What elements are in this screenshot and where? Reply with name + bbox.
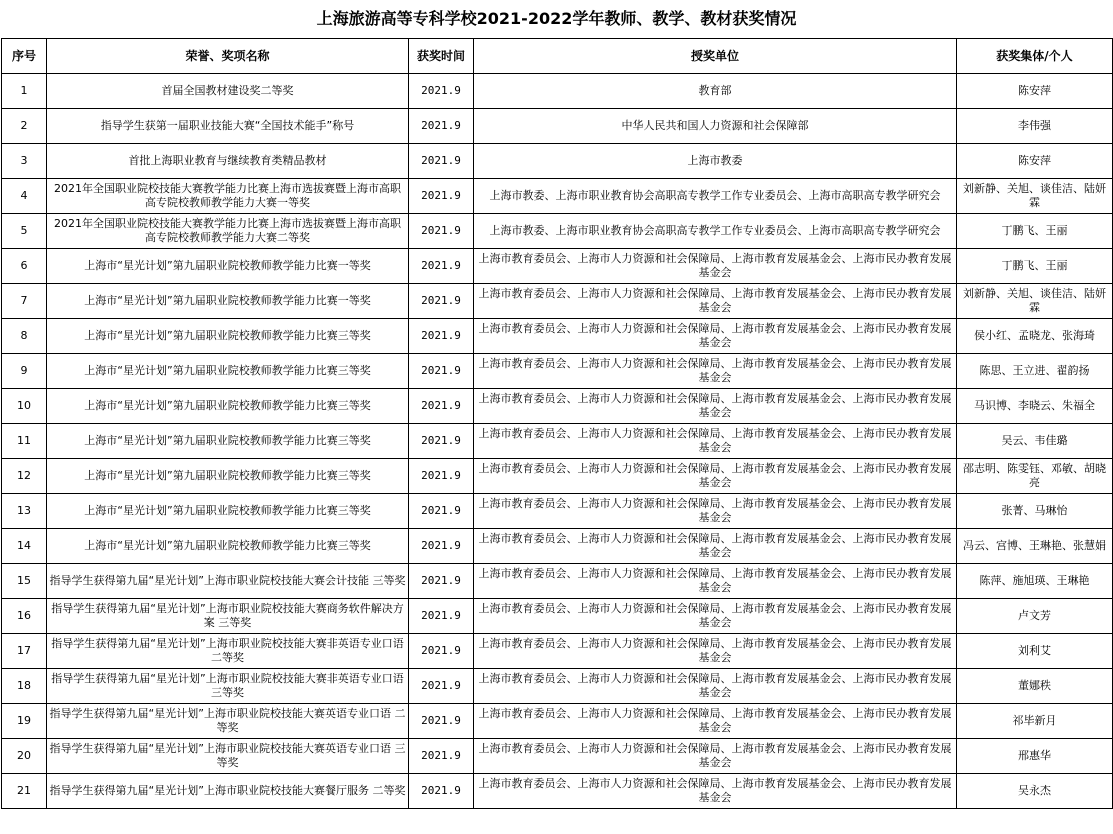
table-row — [2, 389, 1113, 424]
cell-no: 9 — [2, 354, 47, 389]
cell-no: 7 — [2, 284, 47, 319]
table-row — [2, 494, 1113, 529]
table-row — [2, 459, 1113, 494]
cell-award: 指导学生获得第九届“星光计划”上海市职业院校技能大赛餐厅服务 二等奖 — [47, 774, 409, 809]
table-row — [2, 319, 1113, 354]
table-row — [2, 214, 1113, 249]
table-row — [2, 634, 1113, 669]
cell-unit: 上海市教育委员会、上海市人力资源和社会保障局、上海市教育发展基金会、上海市民办教育发展基金会 — [474, 284, 957, 319]
cell-winner: 刘新静、关旭、谈佳洁、陆妍霖 — [957, 179, 1113, 214]
cell-award: 2021年全国职业院校技能大赛教学能力比赛上海市选拔赛暨上海市高职高专院校教师教学能力大赛一等奖 — [47, 179, 409, 214]
cell-award: 上海市“星光计划”第九届职业院校教师教学能力比赛三等奖 — [47, 494, 409, 529]
header-award: 荣誉、奖项名称 — [47, 39, 409, 74]
cell-award: 上海市“星光计划”第九届职业院校教师教学能力比赛一等奖 — [47, 249, 409, 284]
cell-unit: 中华人民共和国人力资源和社会保障部 — [474, 109, 957, 144]
cell-unit: 上海市教育委员会、上海市人力资源和社会保障局、上海市教育发展基金会、上海市民办教育发展基金会 — [474, 704, 957, 739]
cell-time: 2021.9 — [409, 494, 474, 529]
cell-winner: 陈安萍 — [957, 74, 1113, 109]
cell-winner: 刘新静、关旭、谈佳洁、陆妍霖 — [957, 284, 1113, 319]
cell-award: 指导学生获得第九届“星光计划”上海市职业院校技能大赛会计技能 三等奖 — [47, 564, 409, 599]
cell-unit: 上海市教育委员会、上海市人力资源和社会保障局、上海市教育发展基金会、上海市民办教育发展基金会 — [474, 494, 957, 529]
cell-no: 13 — [2, 494, 47, 529]
cell-time: 2021.9 — [409, 529, 474, 564]
cell-no: 18 — [2, 669, 47, 704]
table-row — [2, 284, 1113, 319]
cell-time: 2021.9 — [409, 704, 474, 739]
cell-winner: 丁鹏飞、王丽 — [957, 249, 1113, 284]
cell-time: 2021.9 — [409, 109, 474, 144]
cell-unit: 上海市教育委员会、上海市人力资源和社会保障局、上海市教育发展基金会、上海市民办教育发展基金会 — [474, 634, 957, 669]
cell-winner: 祁毕新月 — [957, 704, 1113, 739]
cell-time: 2021.9 — [409, 424, 474, 459]
cell-award: 指导学生获得第九届“星光计划”上海市职业院校技能大赛英语专业口语 三等奖 — [47, 739, 409, 774]
cell-unit: 上海市教育委员会、上海市人力资源和社会保障局、上海市教育发展基金会、上海市民办教育发展基金会 — [474, 459, 957, 494]
cell-no: 12 — [2, 459, 47, 494]
cell-winner: 李伟强 — [957, 109, 1113, 144]
cell-award: 2021年全国职业院校技能大赛教学能力比赛上海市选拔赛暨上海市高职高专院校教师教学能力大赛二等奖 — [47, 214, 409, 249]
cell-winner: 陈思、王立进、翟韵扬 — [957, 354, 1113, 389]
page-title: 上海旅游高等专科学校2021-2022学年教师、教学、教材获奖情况 — [316, 9, 797, 28]
cell-winner: 冯云、宫博、王琳艳、张慧娟 — [957, 529, 1113, 564]
cell-unit: 上海市教委 — [474, 144, 957, 179]
table-row — [2, 704, 1113, 739]
cell-no: 6 — [2, 249, 47, 284]
cell-no: 2 — [2, 109, 47, 144]
cell-no: 20 — [2, 739, 47, 774]
cell-no: 8 — [2, 319, 47, 354]
cell-time: 2021.9 — [409, 179, 474, 214]
cell-unit: 上海市教育委员会、上海市人力资源和社会保障局、上海市教育发展基金会、上海市民办教育发展基金会 — [474, 599, 957, 634]
cell-no: 4 — [2, 179, 47, 214]
cell-time: 2021.9 — [409, 739, 474, 774]
cell-award: 上海市“星光计划”第九届职业院校教师教学能力比赛三等奖 — [47, 354, 409, 389]
table-row — [2, 74, 1113, 109]
header-winner: 获奖集体/个人 — [957, 39, 1113, 74]
cell-unit: 上海市教委、上海市职业教育协会高职高专教学工作专业委员会、上海市高职高专教学研究会 — [474, 179, 957, 214]
cell-no: 17 — [2, 634, 47, 669]
cell-unit: 上海市教育委员会、上海市人力资源和社会保障局、上海市教育发展基金会、上海市民办教育发展基金会 — [474, 354, 957, 389]
cell-time: 2021.9 — [409, 459, 474, 494]
cell-award: 指导学生获得第九届“星光计划”上海市职业院校技能大赛非英语专业口语 二等奖 — [47, 634, 409, 669]
cell-unit: 上海市教育委员会、上海市人力资源和社会保障局、上海市教育发展基金会、上海市民办教育发展基金会 — [474, 319, 957, 354]
cell-time: 2021.9 — [409, 599, 474, 634]
cell-winner: 丁鹏飞、王丽 — [957, 214, 1113, 249]
cell-no: 10 — [2, 389, 47, 424]
cell-time: 2021.9 — [409, 319, 474, 354]
cell-no: 19 — [2, 704, 47, 739]
cell-winner: 马识博、李晓云、朱福全 — [957, 389, 1113, 424]
cell-no: 3 — [2, 144, 47, 179]
cell-unit: 上海市教育委员会、上海市人力资源和社会保障局、上海市教育发展基金会、上海市民办教育发展基金会 — [474, 774, 957, 809]
cell-no: 1 — [2, 74, 47, 109]
cell-time: 2021.9 — [409, 669, 474, 704]
cell-winner: 邵志明、陈雯钰、邓敏、胡晓亮 — [957, 459, 1113, 494]
table-row — [2, 739, 1113, 774]
table-row — [2, 144, 1113, 179]
table-header-row — [2, 39, 1113, 74]
table-row — [2, 249, 1113, 284]
cell-unit: 上海市教育委员会、上海市人力资源和社会保障局、上海市教育发展基金会、上海市民办教育发展基金会 — [474, 564, 957, 599]
header-time: 获奖时间 — [409, 39, 474, 74]
table-row — [2, 179, 1113, 214]
cell-award: 上海市“星光计划”第九届职业院校教师教学能力比赛三等奖 — [47, 424, 409, 459]
table-row — [2, 354, 1113, 389]
cell-winner: 张菁、马琳怡 — [957, 494, 1113, 529]
cell-unit: 教育部 — [474, 74, 957, 109]
cell-winner: 卢文芳 — [957, 599, 1113, 634]
cell-award: 上海市“星光计划”第九届职业院校教师教学能力比赛三等奖 — [47, 319, 409, 354]
cell-unit: 上海市教委、上海市职业教育协会高职高专教学工作专业委员会、上海市高职高专教学研究会 — [474, 214, 957, 249]
cell-time: 2021.9 — [409, 354, 474, 389]
table-row — [2, 529, 1113, 564]
cell-no: 16 — [2, 599, 47, 634]
table-row — [2, 109, 1113, 144]
cell-award: 上海市“星光计划”第九届职业院校教师教学能力比赛三等奖 — [47, 529, 409, 564]
cell-winner: 吴永杰 — [957, 774, 1113, 809]
cell-award: 指导学生获得第九届“星光计划”上海市职业院校技能大赛非英语专业口语 三等奖 — [47, 669, 409, 704]
cell-winner: 吴云、韦佳璐 — [957, 424, 1113, 459]
cell-no: 21 — [2, 774, 47, 809]
cell-no: 5 — [2, 214, 47, 249]
cell-no: 15 — [2, 564, 47, 599]
cell-award: 指导学生获得第九届“星光计划”上海市职业院校技能大赛英语专业口语 二等奖 — [47, 704, 409, 739]
cell-award: 指导学生获第一届职业技能大赛“全国技术能手”称号 — [47, 109, 409, 144]
cell-winner: 邢惠华 — [957, 739, 1113, 774]
cell-unit: 上海市教育委员会、上海市人力资源和社会保障局、上海市教育发展基金会、上海市民办教育发展基金会 — [474, 529, 957, 564]
cell-no: 14 — [2, 529, 47, 564]
cell-award: 指导学生获得第九届“星光计划”上海市职业院校技能大赛商务软件解决方案 三等奖 — [47, 599, 409, 634]
cell-award: 首批上海职业教育与继续教育类精品教材 — [47, 144, 409, 179]
cell-award: 上海市“星光计划”第九届职业院校教师教学能力比赛三等奖 — [47, 459, 409, 494]
cell-winner: 刘利艾 — [957, 634, 1113, 669]
awards-table — [1, 38, 1113, 809]
cell-award: 上海市“星光计划”第九届职业院校教师教学能力比赛一等奖 — [47, 284, 409, 319]
cell-time: 2021.9 — [409, 249, 474, 284]
cell-time: 2021.9 — [409, 214, 474, 249]
cell-winner: 侯小红、孟晓龙、张海琦 — [957, 319, 1113, 354]
cell-winner: 陈萍、施旭瑛、王琳艳 — [957, 564, 1113, 599]
cell-time: 2021.9 — [409, 74, 474, 109]
table-body — [2, 74, 1113, 809]
cell-award: 上海市“星光计划”第九届职业院校教师教学能力比赛三等奖 — [47, 389, 409, 424]
header-no: 序号 — [2, 39, 47, 74]
cell-time: 2021.9 — [409, 284, 474, 319]
table-row — [2, 564, 1113, 599]
cell-time: 2021.9 — [409, 144, 474, 179]
cell-award: 首届全国教材建设奖二等奖 — [47, 74, 409, 109]
cell-unit: 上海市教育委员会、上海市人力资源和社会保障局、上海市教育发展基金会、上海市民办教育发展基金会 — [474, 389, 957, 424]
cell-no: 11 — [2, 424, 47, 459]
cell-time: 2021.9 — [409, 564, 474, 599]
cell-winner: 董娜秩 — [957, 669, 1113, 704]
table-row — [2, 669, 1113, 704]
cell-time: 2021.9 — [409, 774, 474, 809]
cell-unit: 上海市教育委员会、上海市人力资源和社会保障局、上海市教育发展基金会、上海市民办教育发展基金会 — [474, 669, 957, 704]
table-row — [2, 599, 1113, 634]
header-unit: 授奖单位 — [474, 39, 957, 74]
cell-time: 2021.9 — [409, 634, 474, 669]
cell-winner: 陈安萍 — [957, 144, 1113, 179]
cell-unit: 上海市教育委员会、上海市人力资源和社会保障局、上海市教育发展基金会、上海市民办教育发展基金会 — [474, 424, 957, 459]
table-row — [2, 774, 1113, 809]
cell-time: 2021.9 — [409, 389, 474, 424]
cell-unit: 上海市教育委员会、上海市人力资源和社会保障局、上海市教育发展基金会、上海市民办教育发展基金会 — [474, 739, 957, 774]
cell-unit: 上海市教育委员会、上海市人力资源和社会保障局、上海市教育发展基金会、上海市民办教育发展基金会 — [474, 249, 957, 284]
table-row — [2, 424, 1113, 459]
